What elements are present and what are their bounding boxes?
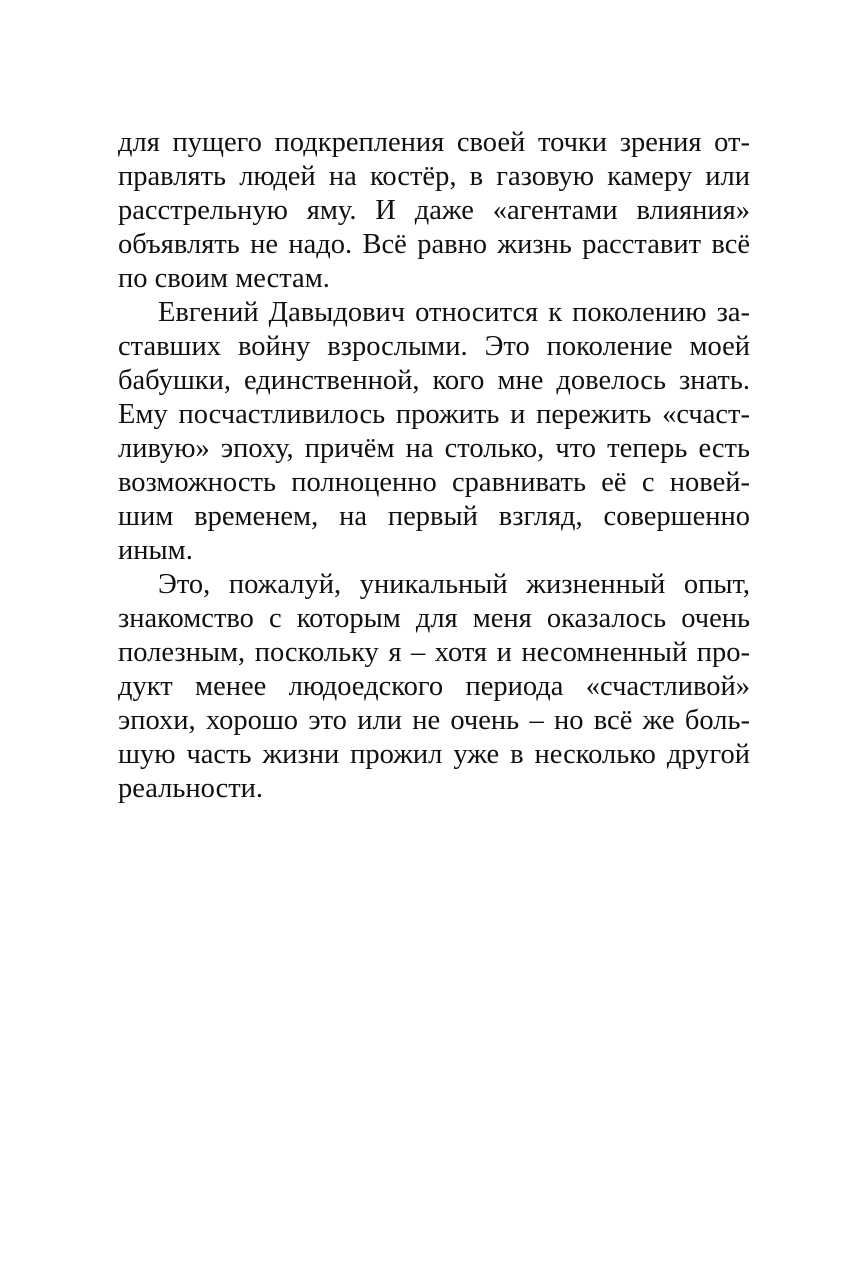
text-line: бабушки, единственной, кого мне довелось знать.: [118, 365, 750, 396]
text-line: Это, пожалуй, уникальный жизненный опыт,: [158, 569, 750, 600]
text-line: иным.: [118, 535, 193, 566]
text-line: ливую» эпоху, причём на столько, что теперь есть: [118, 433, 750, 464]
text-line: по своим местам.: [118, 263, 330, 294]
text-line: полезным, поскольку я – хотя и несомненный про-: [118, 637, 750, 668]
text-line: Ему посчастливилось прожить и пережить «счаст-: [118, 399, 750, 430]
text-line: шую часть жизни прожил уже в несколько другой: [118, 739, 750, 770]
text-line: реальности.: [118, 773, 264, 804]
text-line: расстрельную яму. И даже «агентами влияния»: [118, 195, 750, 226]
paragraph-3: [118, 568, 750, 806]
page-body: [118, 126, 750, 806]
text-line: объявлять не надо. Всё равно жизнь расставит всё: [118, 229, 750, 260]
text-line: знакомство с которым для меня оказалось очень: [118, 603, 750, 634]
text-line: для пущего подкрепления своей точки зрения от-: [118, 127, 750, 158]
text-line: Евгений Давыдович относится к поколению за-: [158, 297, 750, 328]
text-line: возможность полноценно сравнивать её с новей-: [118, 467, 750, 498]
text-line: эпохи, хорошо это или не очень – но всё же боль-: [118, 705, 750, 736]
text-line: дукт менее людоедского периода «счастливой»: [118, 671, 750, 702]
text-line: шим временем, на первый взгляд, совершенно: [118, 501, 750, 532]
text-line: правлять людей на костёр, в газовую камеру или: [118, 161, 750, 192]
paragraph-2: [118, 296, 750, 568]
text-line: ставших войну взрослыми. Это поколение моей: [118, 331, 750, 362]
paragraph-1: [118, 126, 750, 296]
